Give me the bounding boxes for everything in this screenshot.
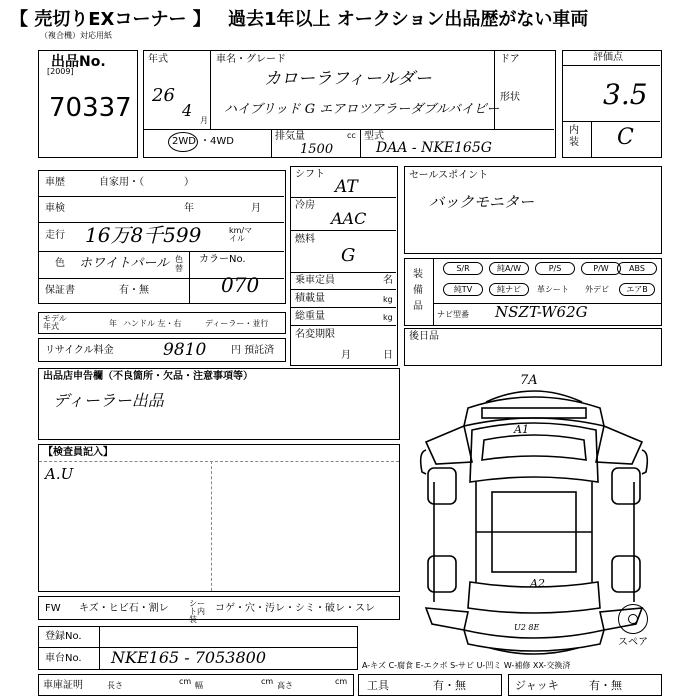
fw-label: FW xyxy=(45,603,61,614)
inspector-value: A.U xyxy=(45,465,74,483)
width-unit: cm xyxy=(261,677,274,686)
reg-box xyxy=(38,626,358,670)
shaken-month: 月 xyxy=(251,203,261,214)
displacement-value: 1500 xyxy=(300,142,334,157)
equip-abs: ABS xyxy=(617,262,657,275)
equip-aw: 純A/W xyxy=(489,262,529,275)
top-banner xyxy=(0,0,700,30)
score-label: 評価点 xyxy=(593,52,623,63)
spare-label: スペア xyxy=(618,637,648,648)
capacity-unit: 名 xyxy=(383,275,393,286)
shape-label: 形状 xyxy=(500,92,520,103)
jack-value: 有・無 xyxy=(589,679,622,692)
model-value: DAA - NKE165G xyxy=(376,140,492,156)
term-label: 名変期限 xyxy=(295,329,335,340)
car-name: カローラフィールダー xyxy=(264,69,432,89)
diagram-front-mark: A1 xyxy=(514,423,529,436)
spare-tire-inner-icon xyxy=(628,614,638,624)
lot-box xyxy=(38,50,138,158)
lot-number: 70337 xyxy=(49,93,132,123)
gross-unit: kg xyxy=(383,313,393,322)
cert-label: 車庫証明 xyxy=(43,680,83,691)
rekishi-label: 車歴 xyxy=(45,177,65,188)
interior-value: C xyxy=(617,125,634,150)
month-value: 4 xyxy=(182,101,193,120)
recycle-label: リサイクル料金 xyxy=(45,345,114,356)
navi-value: NSZT-W62G xyxy=(495,303,588,321)
fw-row xyxy=(38,596,400,624)
header-main-box xyxy=(143,50,556,158)
tools-value: 有・無 xyxy=(433,679,466,692)
color-value: ホワイトパール xyxy=(79,256,170,271)
shift-label: シフト xyxy=(295,169,325,180)
model-row-label: モデル年式 xyxy=(43,314,67,331)
subheader: （複合機）対応用紙 xyxy=(40,31,112,40)
equip-ps: P/S xyxy=(535,262,575,275)
color-label: 色 xyxy=(55,258,65,269)
diagram-top-mark: 7A xyxy=(520,373,538,388)
shaken-label: 車検 xyxy=(45,203,65,214)
sales-label: セールスポイント xyxy=(409,170,489,181)
interior-label: 内装 xyxy=(569,125,579,148)
tools-label: 工具 xyxy=(367,679,389,692)
model-row-year: 年 xyxy=(109,319,117,328)
month-unit: 月 xyxy=(200,116,208,125)
color-change: 色替 xyxy=(175,255,183,273)
diagram-bottom-note: U2 8E xyxy=(514,623,540,632)
banner-title-left: 【 売切りEXコーナー 】 xyxy=(10,9,211,30)
inspector-box xyxy=(38,444,400,592)
footer-jack xyxy=(508,674,662,696)
load-unit: kg xyxy=(383,295,393,304)
car-grade: ハイブリッド G エアロツアラーダブルバイビー xyxy=(224,102,500,117)
equip-sr: S/R xyxy=(443,262,483,275)
shift-value: AT xyxy=(335,177,358,197)
history-box xyxy=(38,170,286,304)
warranty-value: 有・無 xyxy=(119,285,149,296)
door-label: ドア xyxy=(500,54,520,65)
model-row-dealer: ディーラー・並行 xyxy=(205,319,269,328)
fw-items: キズ・ヒビ石・割レ xyxy=(79,603,169,614)
drive-4wd: ・4WD xyxy=(200,136,234,147)
colorno-label: カラーNo. xyxy=(199,254,246,265)
ac-label: 冷房 xyxy=(295,200,315,211)
diagram-rear-mark: A2 xyxy=(530,577,545,590)
navi-label: ナビ型番 xyxy=(437,310,469,319)
after-label: 後日品 xyxy=(409,331,439,342)
reg-label: 登録No. xyxy=(45,631,82,642)
banner-title-right: 過去1年以上 オークション出品歴がない車両 xyxy=(228,9,589,30)
equip-ext: 外デビ xyxy=(585,285,609,294)
equip-tv: 純TV xyxy=(443,283,483,296)
term-month: 月 xyxy=(341,350,351,361)
equip-pw: P/W xyxy=(581,262,621,275)
notes-value: ディーラー出品 xyxy=(53,391,164,410)
model-label: 型式 xyxy=(364,131,384,142)
equipment-box xyxy=(404,258,662,326)
after-box xyxy=(404,328,662,366)
load-label: 積載量 xyxy=(295,293,325,304)
chassis-label: 車台No. xyxy=(45,653,82,664)
model-row xyxy=(38,312,286,334)
footer-tools xyxy=(358,674,502,696)
score-box xyxy=(562,50,662,158)
shaken-year: 年 xyxy=(184,203,194,214)
notes-box xyxy=(38,368,400,440)
drive-2wd: 2WD xyxy=(172,136,196,147)
notes-label: 出品店申告欄（不良箇所・欠品・注意事項等） xyxy=(43,371,253,382)
fw-seat-items: コゲ・穴・汚レ・シミ・破レ・スレ xyxy=(215,603,375,614)
recycle-box xyxy=(38,338,286,362)
nenshiki-label: 年式 xyxy=(148,54,168,65)
fuel-label: 燃料 xyxy=(295,234,315,245)
warranty-label: 保証書 xyxy=(45,285,75,296)
rekishi-value: 自家用・（ ） xyxy=(99,177,194,188)
length-unit: cm xyxy=(179,677,192,686)
score-value: 3.5 xyxy=(603,78,648,111)
height-label: 高さ xyxy=(277,681,293,690)
mileage-unit: km/マイル xyxy=(229,226,253,243)
fuel-value: G xyxy=(341,245,356,266)
damage-legend: A-キズ C-腐食 E-エクボ S-サビ U-凹ミ W-補修 XX-交換済 xyxy=(362,661,571,670)
mileage-label: 走行 xyxy=(45,230,65,241)
gross-label: 総重量 xyxy=(295,311,325,322)
chassis-value: NKE165 - 7053800 xyxy=(111,648,267,667)
equip-seat: 革シート xyxy=(537,285,569,294)
recycle-value: 9810 xyxy=(163,340,207,360)
lot-year-tag: [2009] xyxy=(47,67,74,76)
mileage-value: 16万8千599 xyxy=(85,223,202,247)
term-day: 日 xyxy=(383,350,393,361)
model-row-handle: ハンドル 左・右 xyxy=(123,319,182,328)
equip-navi: 純ナビ xyxy=(489,283,529,296)
equip-airbag: エアB xyxy=(619,283,655,296)
length-label: 長さ xyxy=(107,681,123,690)
capacity-label: 乗車定員 xyxy=(295,275,335,286)
jack-label: ジャッキ xyxy=(515,679,559,692)
equipment-label: 装備品 xyxy=(413,269,423,312)
sales-box xyxy=(404,166,662,254)
colorno-value: 070 xyxy=(221,273,260,297)
spec-box xyxy=(290,166,398,366)
sales-value: バックモニター xyxy=(429,193,535,211)
footer-cert xyxy=(38,674,354,696)
name-label: 車名・グレード xyxy=(216,54,286,65)
width-label: 幅 xyxy=(195,681,203,690)
nenshiki-value: 26 xyxy=(152,85,175,106)
inspector-label: 【検査員記入】 xyxy=(43,447,113,458)
displacement-unit: cc xyxy=(347,131,356,140)
ac-value: AAC xyxy=(331,209,367,228)
fw-seat: シート内装 xyxy=(189,599,205,624)
lot-label: 出品No. xyxy=(51,54,106,70)
displacement-label: 排気量 xyxy=(275,131,305,142)
height-unit: cm xyxy=(335,677,348,686)
recycle-suffix: 円 預託済 xyxy=(231,345,275,356)
